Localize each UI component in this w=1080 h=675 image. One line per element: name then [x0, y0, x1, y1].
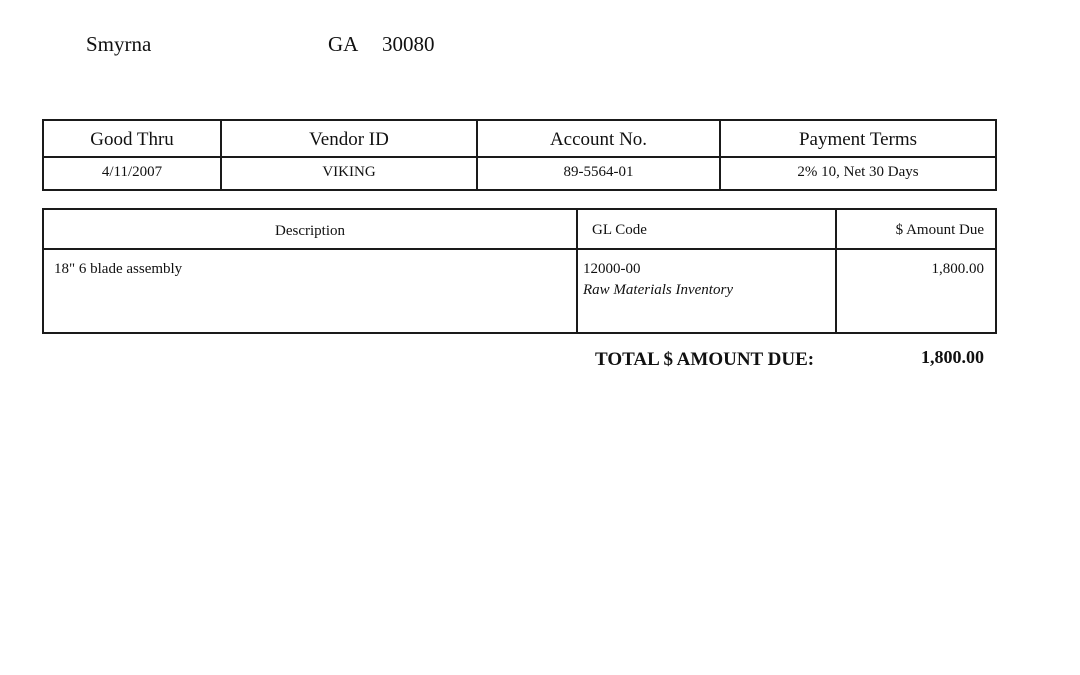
address-state: GA: [328, 32, 359, 56]
row-description: 18" 6 blade assembly: [54, 261, 183, 277]
description-header: Description: [275, 222, 345, 239]
gl-code-header: GL Code: [592, 222, 647, 238]
account-no-header: Account No.: [549, 129, 648, 150]
row-gl-name: Raw Materials Inventory: [583, 282, 733, 298]
payment-terms-header: Payment Terms: [798, 129, 918, 150]
row-gl-code: 12000-00: [583, 261, 641, 277]
address-city: Smyrna: [86, 32, 152, 56]
total-label: TOTAL $ AMOUNT DUE:: [595, 349, 815, 370]
payment-terms-value: 2% 10, Net 30 Days: [797, 163, 919, 180]
vendor-id-header: Vendor ID: [309, 129, 389, 150]
vendor-id-value: VIKING: [322, 163, 376, 180]
good-thru-value: 4/11/2007: [101, 163, 163, 180]
good-thru-header: Good Thru: [90, 129, 174, 150]
row-amount: 1,800.00: [931, 261, 984, 277]
amount-due-header: $ Amount Due: [895, 222, 984, 238]
total-value: 1,800.00: [921, 347, 984, 367]
line-items-col-divider: [835, 208, 837, 334]
address-zip: 30080: [382, 32, 435, 56]
account-no-value: 89-5564-01: [563, 163, 634, 180]
line-items-col-divider: [576, 208, 578, 334]
